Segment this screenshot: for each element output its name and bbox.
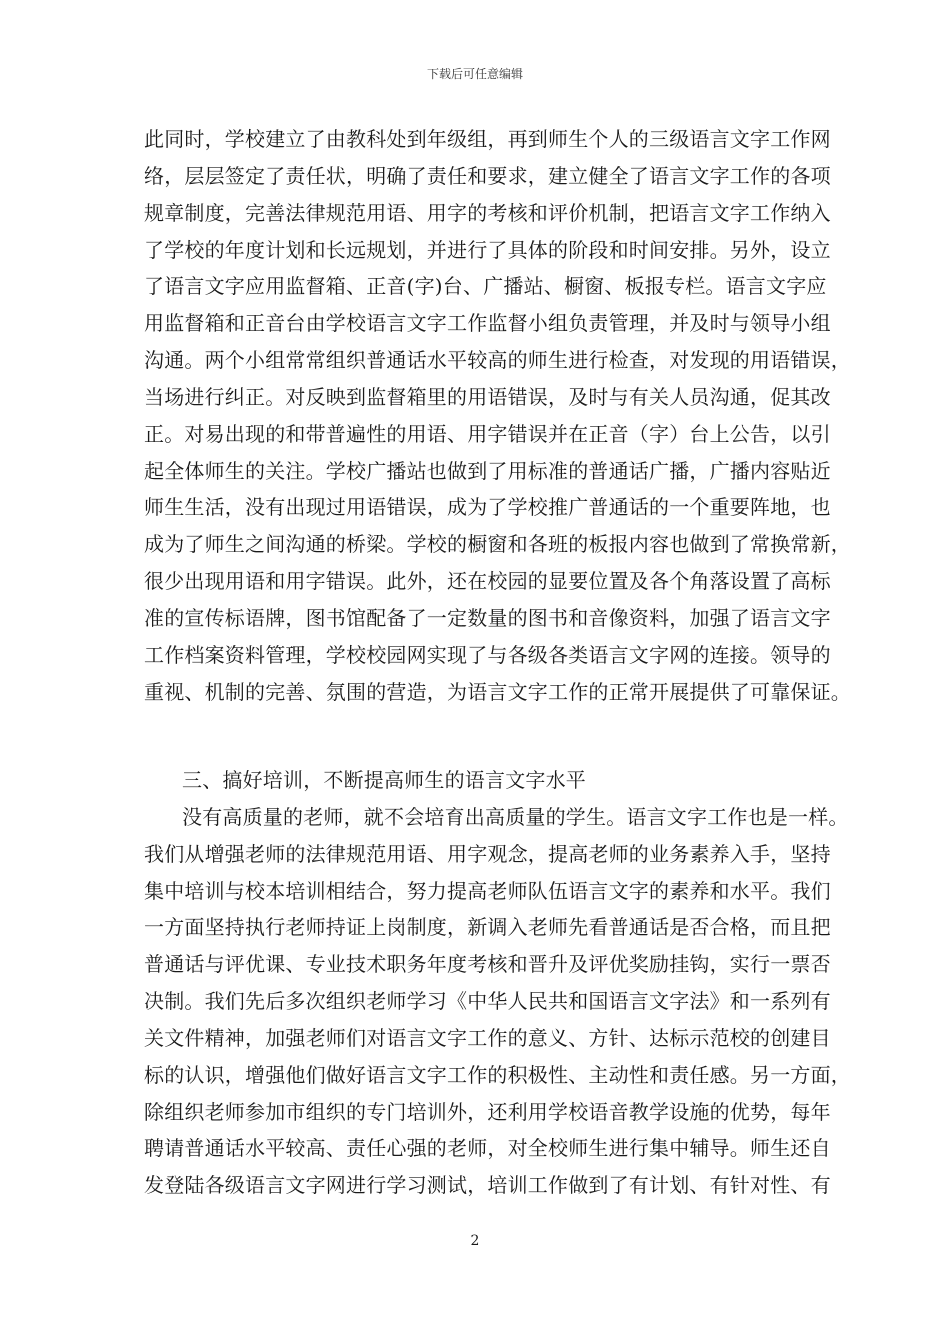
page-header: 下载后可任意编辑	[426, 67, 523, 81]
text-line: 标的认识，增强他们做好语言文字工作的积极性、主动性和责任感。另一方面，	[144, 1062, 851, 1087]
text-line: 规章制度，完善法律规范用语、用字的考核和评价机制，把语言文字工作纳入	[144, 200, 831, 225]
text-line: 普通话与评优课、专业技术职务年度考核和晋升及评优奖励挂钩，实行一票否	[144, 952, 831, 977]
text-line: 起全体师生的关注。学校广播站也做到了用标准的普通话广播，广播内容贴近	[144, 458, 831, 483]
page-number: 2	[470, 1233, 480, 1249]
paragraph-1	[144, 121, 851, 711]
text-line: 络，层层签定了责任状，明确了责任和要求，建立健全了语言文字工作的各项	[144, 163, 831, 188]
text-line: 很少出现用语和用字错误。此外，还在校园的显要位置及各个角落设置了高标	[144, 569, 831, 594]
text-line: 没有高质量的老师，就不会培育出高质量的学生。语言文字工作也是一样。	[182, 804, 849, 829]
text-line: 我们从增强老师的法律规范用语、用字观念，提高老师的业务素养入手，坚持	[144, 841, 831, 866]
text-line: 用监督箱和正音台由学校语言文字工作监督小组负责管理，并及时与领导小组	[144, 311, 831, 336]
text-line: 准的宣传标语牌，图书馆配备了一定数量的图书和音像资料，加强了语言文字	[144, 605, 831, 630]
text-line: 决制。我们先后多次组织老师学习《中华人民共和国语言文字法》和一系列有	[144, 989, 831, 1014]
text-line: 了语言文字应用监督箱、正音(字)台、广播站、橱窗、板报专栏。语言文字应	[144, 274, 827, 299]
text-line: 师生生活，没有出现过用语错误，成为了学校推广普通话的一个重要阵地，也	[144, 495, 831, 520]
text-line: 集中培训与校本培训相结合，努力提高老师队伍语言文字的素养和水平。我们	[144, 878, 831, 903]
text-line: 沟通。两个小组常常组织普通话水平较高的师生进行检查，对发现的用语错误，	[144, 348, 851, 373]
text-line: 工作档案资料管理，学校校园网实现了与各级各类语言文字网的连接。领导的	[144, 642, 831, 667]
text-line: 成为了师生之间沟通的桥梁。学校的橱窗和各班的板报内容也做到了常换常新，	[144, 532, 851, 557]
text-line: 聘请普通话水平较高、责任心强的老师，对全校师生进行集中辅导。师生还自	[144, 1136, 831, 1161]
text-line: 当场进行纠正。对反映到监督箱里的用语错误，及时与有关人员沟通，促其改	[144, 384, 831, 409]
text-line: 正。对易出现的和带普遍性的用语、用字错误并在正音（字）台上公告，以引	[144, 421, 831, 446]
section-3	[144, 762, 851, 1204]
text-line: 发登陆各级语言文字网进行学习测试，培训工作做到了有计划、有针对性、有	[144, 1173, 831, 1198]
text-line: 此同时，学校建立了由教科处到年级组，再到师生个人的三级语言文字工作网	[144, 127, 831, 151]
text-line: 了学校的年度计划和长远规划，并进行了具体的阶段和时间安排。另外，设立	[144, 237, 831, 262]
text-line: 一方面坚持执行老师持证上岗制度，新调入老师先看普通话是否合格，而且把	[144, 915, 831, 940]
text-line: 关文件精神，加强老师们对语言文字工作的意义、方针、达标示范校的创建目	[144, 1025, 831, 1050]
section-heading: 三、搞好培训，不断提高师生的语言文字水平	[182, 768, 586, 792]
text-line: 除组织老师参加市组织的专门培训外，还利用学校语音教学设施的优势，每年	[144, 1099, 831, 1124]
text-line: 重视、机制的完善、氛围的营造，为语言文字工作的正常开展提供了可靠保证。	[144, 679, 851, 704]
